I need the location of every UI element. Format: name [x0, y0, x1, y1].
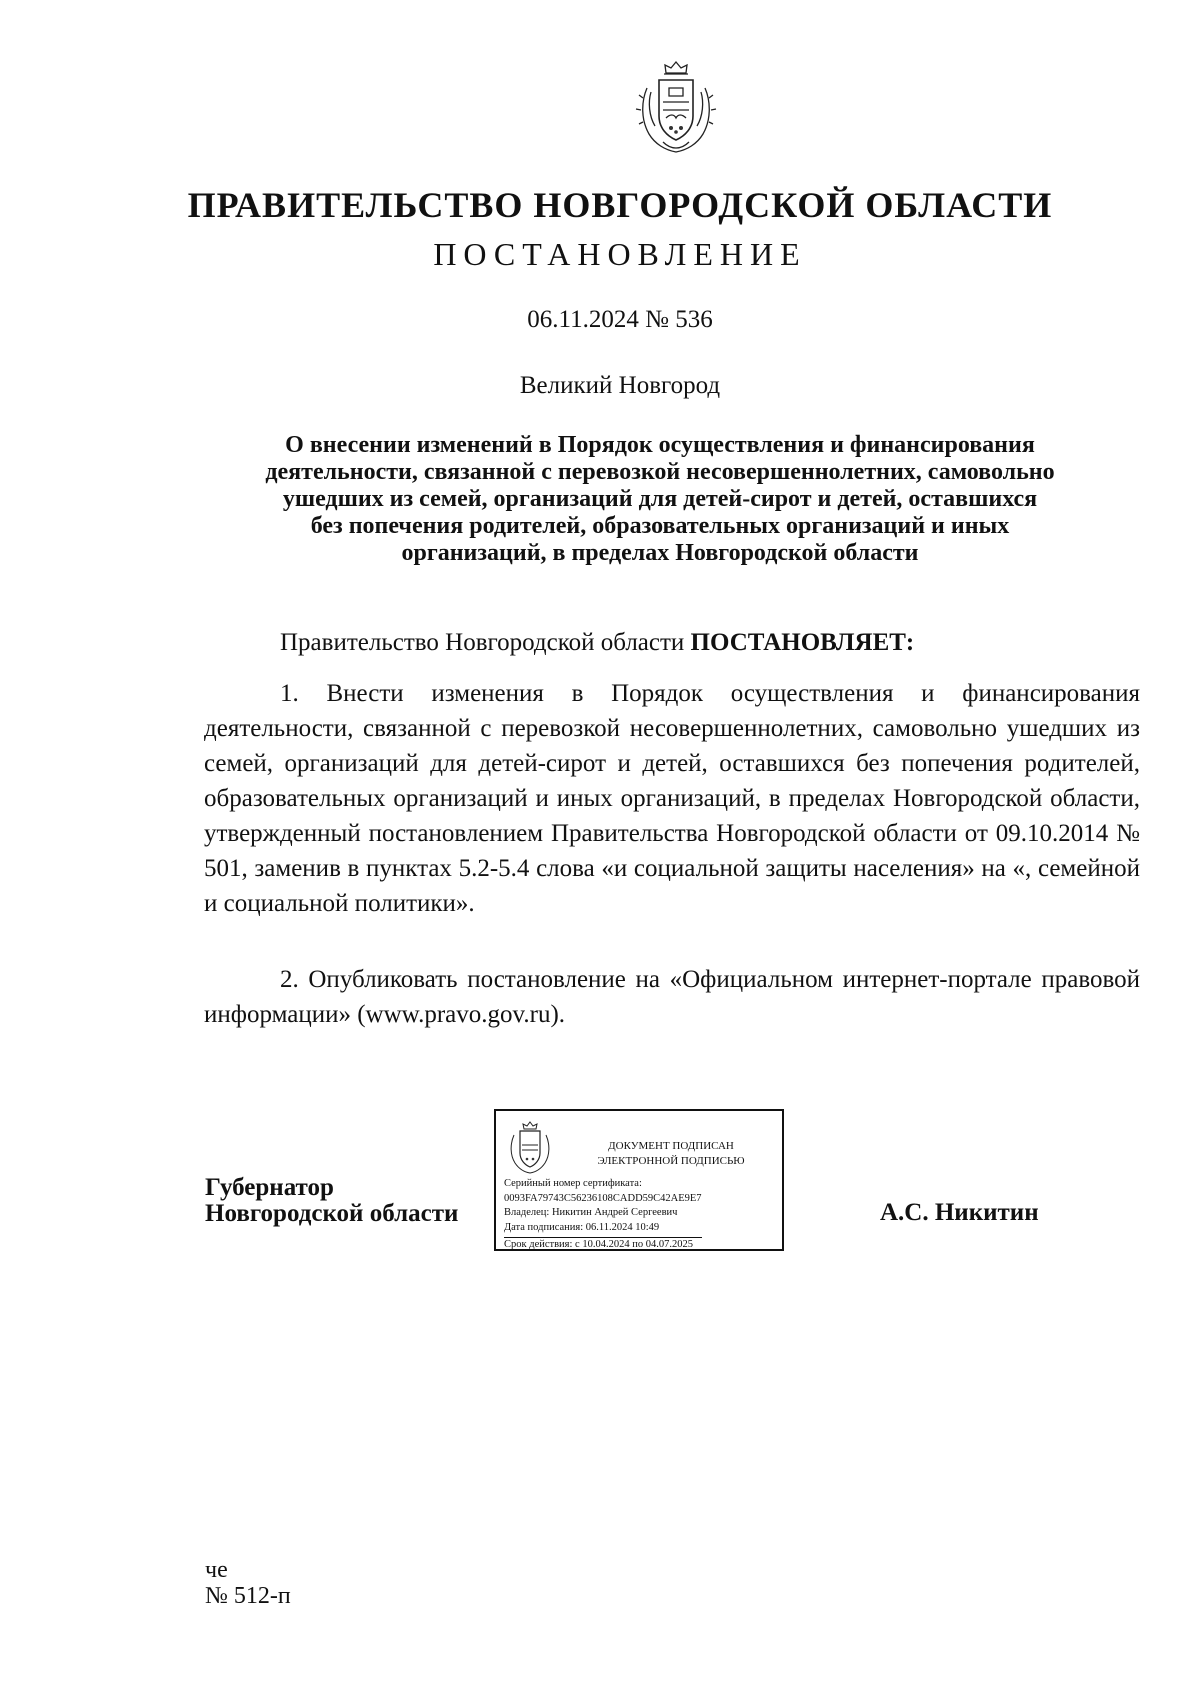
preamble: [280, 629, 914, 657]
signatory-role: [205, 1175, 458, 1227]
footer-reference: [205, 1557, 291, 1609]
signatory-name: А.С. Никитин: [880, 1199, 1039, 1226]
preamble-text: Правительство Новгородской области: [280, 629, 685, 656]
document-subject: [200, 432, 1120, 567]
subject-line: ушедших из семей, организаций для детей-сирот и детей, оставшихся: [282, 486, 1038, 512]
footer-number: № 512-п: [205, 1583, 291, 1609]
subject-line: без попечения родителей, образовательных организаций и иных: [310, 513, 1010, 539]
stamp-cert-number: 0093FA79743C56236108CADD59C42AE9E7: [504, 1192, 702, 1204]
document-date-number: 06.11.2024 № 536: [527, 306, 713, 333]
stamp-cert-label: Серийный номер сертификата:: [504, 1178, 642, 1189]
body-paragraph-2: 2. Опубликовать постановление на «Официальном интернет-портале правовой информации» (www.pravo.gov.ru).: [204, 966, 1140, 1028]
stamp-heading-line: ЭЛЕКТРОННОЙ ПОДПИСЬЮ: [597, 1155, 745, 1167]
stamp-coat-of-arms-icon: [506, 1119, 554, 1175]
coat-of-arms-icon: [633, 58, 719, 154]
stamp-signed-date: Дата подписания: 06.11.2024 10:49: [504, 1221, 660, 1233]
subject-line: деятельности, связанной с перевозкой несовершеннолетних, самовольно: [265, 459, 1055, 485]
subject-line: организаций, в пределах Новгородской области: [401, 540, 919, 566]
signatory-role-line: Губернатор: [205, 1174, 334, 1201]
electronic-signature-stamp: [494, 1109, 784, 1251]
stamp-heading: [558, 1139, 784, 1169]
body-paragraph-1: 1. Внести изменения в Порядок осуществления и финансирования деятельности, связанной с перевозкой несовершеннолетних, самовольно ушедших из семей, организаций для детей-сирот и детей, оставшихся без попечения родителей, образовательных организаций и иных организаций, в пределах Новгородской области, утвержденный постановлением Правительства Новгородской области от 09.10.2014 № 501, заменив в пунктах 5.2-5.4 слова «и социальной защиты населения» на «, семейной и социальной политики».: [204, 680, 1140, 917]
stamp-heading-line: ДОКУМЕНТ ПОДПИСАН: [608, 1140, 734, 1152]
subject-line: О внесении изменений в Порядок осуществления и финансирования: [285, 432, 1035, 458]
stamp-owner: Владелец: Никитин Андрей Сергеевич: [504, 1207, 678, 1218]
footer-initials: че: [205, 1557, 228, 1583]
signatory-role-line: Новгородской области: [205, 1200, 459, 1227]
document-city: Великий Новгород: [519, 372, 721, 399]
stamp-details: [504, 1177, 702, 1253]
government-title: ПРАВИТЕЛЬСТВО НОВГОРОДСКОЙ ОБЛАСТИ: [187, 185, 1053, 225]
preamble-decree-word: ПОСТАНОВЛЯЕТ:: [690, 629, 915, 656]
document-type: ПОСТАНОВЛЕНИЕ: [433, 236, 807, 272]
stamp-validity: Срок действия: с 10.04.2024 по 04.07.2025: [504, 1237, 702, 1253]
